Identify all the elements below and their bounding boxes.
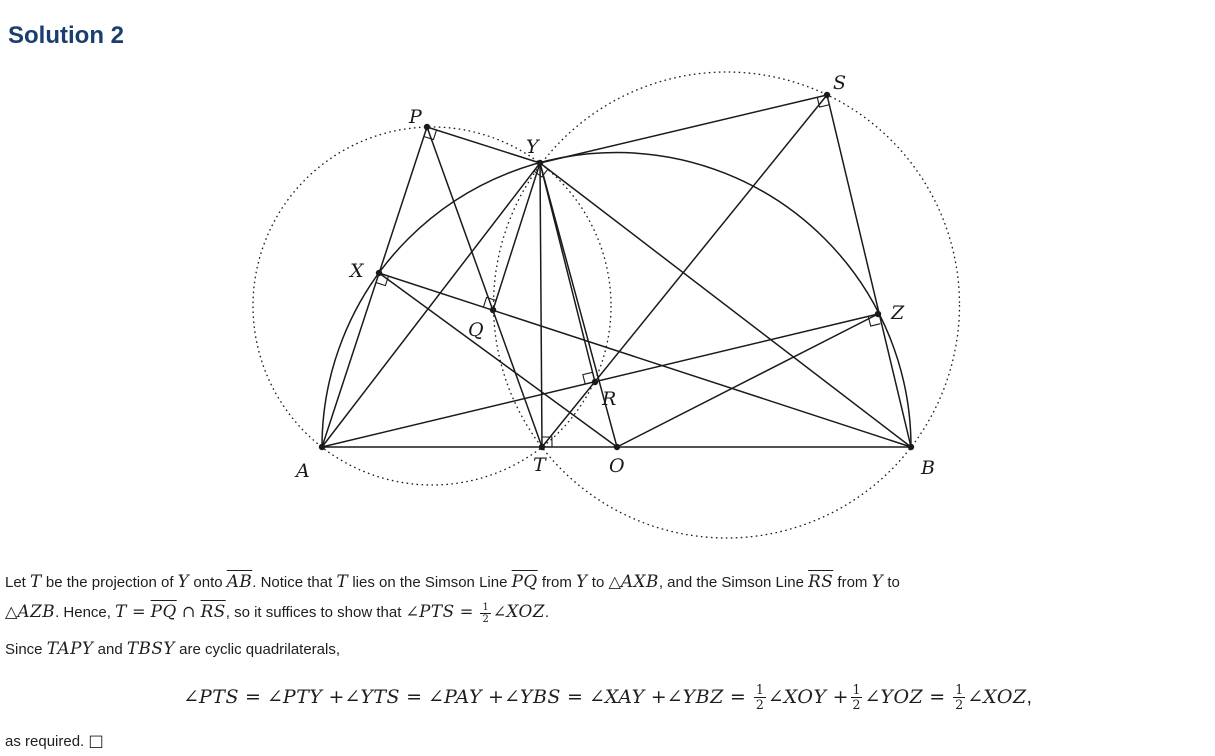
segment-YQ — [493, 163, 540, 310]
math-var: YOZ — [880, 686, 924, 708]
math-var: PAY — [443, 686, 483, 708]
math-symbol: = — [126, 602, 151, 621]
text-run: from — [833, 574, 872, 591]
point-dot-Q — [490, 307, 496, 313]
page-title: Solution 2 — [8, 22, 124, 50]
closing-qed-text — [5, 726, 605, 756]
point-label-Y: Y — [526, 136, 539, 158]
math-symbol: ∠ — [267, 686, 283, 708]
text-run: as required. — [5, 733, 89, 750]
math-symbol: ∠ — [492, 602, 507, 621]
point-dot-A — [319, 444, 325, 450]
point-label-Z: Z — [891, 302, 905, 324]
point-dot-T — [539, 444, 545, 450]
math-symbol: = — [400, 686, 429, 708]
point-label-X: X — [350, 260, 364, 282]
math-symbol: △ — [608, 572, 621, 591]
math-var: XOZ — [506, 601, 545, 621]
math-symbol: ∠ — [428, 686, 444, 708]
segment-YS — [540, 95, 827, 163]
math-var: AXB — [620, 571, 659, 591]
segment-AZ — [322, 314, 878, 447]
segment-OX — [379, 273, 617, 447]
math-var: PTS — [419, 601, 455, 621]
dotted-circumcircle-1 — [253, 127, 611, 485]
math-symbol: ∠ — [864, 686, 881, 708]
math-symbol: = — [723, 686, 752, 708]
segment-YT — [540, 163, 542, 447]
math-var: PTY — [282, 686, 323, 708]
point-dot-S — [824, 92, 830, 98]
math-var: T — [336, 571, 349, 591]
text-run: lies on the Simson Line — [348, 574, 512, 591]
point-dot-R — [592, 379, 598, 385]
point-label-S: S — [833, 72, 847, 94]
math-symbol: = — [239, 686, 267, 708]
point-dot-O — [614, 444, 620, 450]
math-var: XOY — [783, 686, 827, 708]
math-var: Y — [871, 571, 884, 591]
math-var: YBS — [519, 686, 561, 708]
text-run: to — [883, 574, 900, 591]
math-overline: $\overline{RS}$ — [808, 571, 834, 591]
math-symbol: ∠ — [344, 686, 361, 708]
math-symbol: ∠ — [666, 686, 683, 708]
math-symbol: ∠ — [967, 686, 984, 708]
math-symbol: □ — [88, 731, 104, 750]
math-symbol: ∠ — [183, 686, 200, 708]
math-var: TAPY — [46, 638, 94, 658]
text-run: , so it suffices to show that — [225, 604, 406, 621]
angle-chase-equation — [0, 673, 1215, 722]
math-overline: $\overline{PQ}$ — [150, 601, 177, 621]
text-run: and — [93, 641, 127, 658]
math-var: XAY — [604, 686, 645, 708]
segment-OZ — [617, 314, 878, 447]
semicircle-diameter-AB — [322, 153, 911, 447]
text-run: , — [1026, 687, 1032, 708]
math-symbol: + — [482, 686, 504, 708]
math-symbol: △ — [5, 602, 18, 621]
math-var: TBSY — [126, 638, 175, 658]
text-run: . — [544, 604, 550, 621]
math-symbol: + — [644, 686, 667, 708]
text-run: are cyclic quadrilaterals, — [174, 641, 341, 658]
point-label-R: R — [602, 388, 617, 410]
math-symbol: ∠ — [588, 686, 605, 708]
math-symbol: ∠ — [767, 686, 784, 708]
segment-AP — [322, 127, 427, 447]
math-overline: $\overline{PQ}$ — [511, 571, 538, 591]
math-symbol: ∠ — [503, 686, 520, 708]
math-var: XOZ — [983, 686, 1027, 708]
math-symbol: ∠ — [405, 602, 420, 621]
math-var: Y — [177, 571, 190, 591]
math-var: YTS — [360, 686, 401, 708]
text-run: , and the Simson Line — [658, 574, 809, 591]
math-var: T — [115, 601, 127, 621]
segment-BY — [540, 163, 911, 447]
segment-PY — [427, 127, 540, 163]
math-symbol: = — [560, 686, 589, 708]
paragraph-cyclic-quads — [5, 634, 1213, 664]
math-var: PTS — [199, 686, 239, 708]
point-label-A: A — [296, 460, 310, 482]
point-dot-Z — [875, 311, 881, 317]
math-var: T — [30, 571, 42, 591]
math-overline: $\overline{RS}$ — [200, 601, 226, 621]
point-dot-X — [376, 270, 382, 276]
point-label-O: O — [609, 455, 625, 477]
math-var: YBZ — [682, 686, 724, 708]
text-run: Since — [5, 641, 47, 658]
math-symbol: = — [923, 686, 952, 708]
math-fraction: $\frac{1}{2}$ — [482, 601, 489, 625]
segment-AY — [322, 163, 540, 447]
point-label-B: B — [921, 457, 935, 479]
math-symbol: ∩ — [176, 602, 201, 621]
point-label-T: T — [533, 454, 546, 476]
text-run: be the projection of — [41, 574, 178, 591]
point-label-P: P — [409, 106, 422, 128]
math-symbol: + — [322, 686, 345, 708]
text-run: . Notice that — [252, 574, 337, 591]
math-symbol: + — [826, 686, 849, 708]
math-var: Y — [576, 571, 588, 591]
point-dot-P — [424, 124, 430, 130]
text-run: Let — [5, 574, 31, 591]
point-dot-Y — [537, 160, 543, 166]
text-run: . Hence, — [55, 604, 116, 621]
point-label-Q: Q — [468, 319, 484, 341]
math-fraction: $\frac{1}{2}$ — [755, 681, 764, 713]
text-run: onto — [189, 574, 227, 591]
math-symbol: = — [454, 602, 479, 621]
math-fraction: $\frac{1}{2}$ — [852, 681, 861, 713]
segment-BX — [379, 273, 911, 447]
text-run: from — [537, 574, 577, 591]
math-overline: $\overline{AB}$ — [226, 571, 253, 591]
math-fraction: $\frac{1}{2}$ — [955, 681, 964, 713]
segment-ST — [542, 95, 827, 447]
point-dot-B — [908, 444, 914, 450]
paragraph-simson-setup — [5, 567, 1213, 627]
text-run: to — [587, 574, 609, 591]
math-var: AZB — [17, 601, 56, 621]
